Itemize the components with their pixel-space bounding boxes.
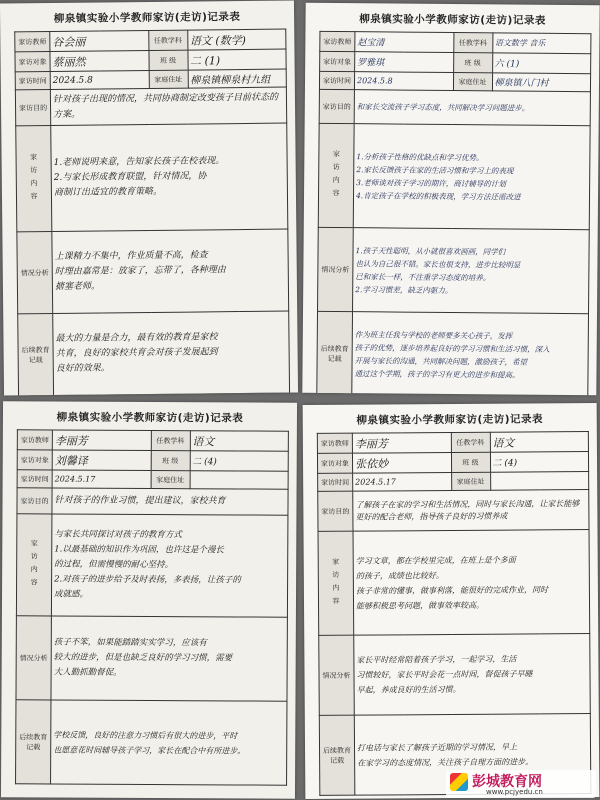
label-address: 家庭住址	[453, 73, 492, 91]
subject-value: 语文 (数学)	[187, 29, 286, 50]
content-value: 1.分析孩子性格的优缺点和学习优势。 2.家长反馈孩子在家的生活习惯和学习上的表现 3.老师谈对孩子学习的期许，商讨辅导的计划 4.肯定孩子在学校的积极表现，学习方法还需改进	[353, 124, 590, 230]
label-subject: 任教学科	[453, 33, 492, 53]
address-value: 柳泉镇柳泉村九组	[188, 69, 287, 88]
target-value: 刘馨译	[52, 450, 151, 471]
class-value: 六 (1)	[492, 53, 591, 74]
label-subject: 任教学科	[451, 432, 490, 452]
sheet-title: 柳泉镇实验小学教师家访(走访)记录表	[356, 413, 544, 427]
record-sheet-3	[1, 401, 297, 799]
label-class: 班 级	[451, 452, 490, 472]
subject-value: 语文	[490, 432, 589, 453]
purpose-value: 针对孩子的作业习惯，提出建议，家校共育	[52, 488, 288, 515]
analysis-value: 孩子不笨，如果能踏踏实实学习，应该有 较大的进步，但是也缺乏良好的学习习惯，需要 大人勤抓勤督促。	[51, 616, 287, 701]
time-value: 2024.5.8	[50, 70, 149, 89]
record-sheet-2	[302, 3, 599, 396]
label-target: 家访对象	[317, 453, 352, 473]
label-followup: 后续教育记载	[317, 311, 353, 395]
class-value: 二 (4)	[190, 451, 289, 472]
analysis-value: 上课精力不集中，作业质量不高，检查 时理由嘉常是：放家了，忘带了，各种理由 搪塞老师。	[52, 229, 289, 313]
label-time: 家访时间	[318, 473, 353, 491]
sheet-title: 柳泉镇实验小学教师家访(走访)记录表	[53, 11, 241, 25]
target-value: 张依妙	[352, 452, 451, 473]
label-content: 家访内容	[318, 531, 354, 635]
content-value: 与家长共同探讨对孩子的教育方式 1.以最基础的知识作为巩固，也许这是个漫长 的过程，但需慢慢的耐心坚持。 2.对孩子的进步给予及时表扬，多表扬，让孩子的 成就感。	[51, 514, 288, 617]
followup-value: 打电话与家长了解孩子近期的学习情况，早上 在家学习的态度情况，关注孩子自理方面的进步。	[354, 714, 591, 796]
time-value: 2024.5.17	[52, 470, 151, 489]
content-value: 1.老师说明来意，告知家长孩子在校表现。 2.与家长形成教育联盟，针对情况，协 商制订出适宜的教育策略。	[51, 123, 288, 231]
label-time: 家访时间	[17, 470, 52, 488]
class-value: 二 (4)	[490, 452, 589, 473]
label-content: 家访内容	[318, 123, 354, 227]
label-content: 家访内容	[16, 514, 52, 616]
label-target: 家访对象	[320, 51, 355, 71]
record-table	[317, 431, 592, 796]
teacher-value: 李丽芳	[52, 430, 151, 451]
label-time: 家访时间	[15, 72, 50, 90]
record-table	[316, 31, 591, 395]
followup-value: 最大的力量是合力，最有效的教育是家校 共育，良好的家校共育会对孩子发展起到 良好的效果。	[53, 311, 290, 395]
class-value: 二 (1)	[187, 49, 286, 70]
book-icon	[450, 773, 468, 791]
label-purpose: 家访目的	[15, 90, 50, 126]
label-purpose: 家访目的	[319, 89, 354, 123]
label-followup: 后续教育记载	[18, 314, 54, 396]
label-class: 班 级	[151, 451, 190, 471]
label-class: 班 级	[453, 53, 492, 73]
target-value: 蔡丽然	[50, 50, 149, 71]
record-sheet-1	[0, 0, 298, 395]
subject-value: 语文	[190, 431, 289, 452]
teacher-value: 赵宝清	[355, 32, 454, 53]
time-value: 2024.5.17	[353, 472, 452, 491]
teacher-value: 李丽芳	[352, 432, 451, 453]
label-teacher: 家访教师	[15, 32, 50, 52]
label-followup: 后续教育记载	[319, 715, 355, 795]
label-address: 家庭住址	[151, 471, 190, 489]
label-address: 家庭住址	[149, 70, 188, 88]
label-teacher: 家访教师	[317, 433, 352, 453]
subject-value: 语文数学 音乐	[492, 33, 591, 54]
address-value	[490, 472, 589, 491]
target-value: 罗雅琪	[355, 52, 454, 73]
teacher-value: 谷会丽	[50, 30, 149, 51]
label-address: 家庭住址	[451, 472, 490, 490]
label-analysis: 情况分析	[17, 232, 53, 314]
label-subject: 任教学科	[151, 431, 190, 451]
address-value: 柳泉镇八门村	[492, 73, 591, 92]
record-table	[14, 29, 290, 396]
label-class: 班 级	[148, 50, 187, 70]
label-purpose: 家访目的	[318, 491, 353, 531]
followup-value: 学校反馈，良好的注意力习惯后有很大的进步，平时 也愿意花时间辅导孩子学习，家长在配合中有所进步。	[51, 700, 287, 785]
analysis-value: 家长平时经常陪着孩子学习，一起学习，生活 习惯较好，家长平时会花一点时间，督促孩子早睡 早起，养成良好的生活习惯。	[354, 634, 591, 716]
watermark-logo	[446, 770, 596, 798]
label-time: 家访时间	[319, 71, 354, 89]
sheet-title: 柳泉镇实验小学教师家访(走访)记录表	[56, 411, 244, 425]
watermark-name: 彭城教育网	[472, 774, 542, 790]
label-purpose: 家访目的	[17, 488, 52, 514]
purpose-value: 针对孩子出现的情况，共同协商制定改变孩子目前状态的方案。	[50, 87, 286, 125]
label-content: 家访内容	[16, 126, 52, 232]
address-value	[190, 471, 289, 490]
purpose-value: 和家长交流孩子学习态度，共同解决学习问题进步。	[354, 90, 590, 126]
label-analysis: 情况分析	[16, 616, 51, 700]
label-subject: 任教学科	[148, 30, 187, 50]
record-table	[15, 429, 289, 785]
label-analysis: 情况分析	[318, 227, 354, 311]
watermark-url: www.pcjyedu.cn	[486, 788, 543, 796]
label-analysis: 情况分析	[319, 635, 355, 715]
sheet-title: 柳泉镇实验小学教师家访(走访)记录表	[359, 13, 546, 27]
analysis-value: 1.孩子天性聪明，从小就很喜欢画画，同学们 也认为自己很不错。家长也很支持，进步比较明显 已和家长一样，不注重学习态度的培养。 2.学习习惯差，缺乏内驱力。	[353, 228, 590, 314]
label-target: 家访对象	[15, 52, 50, 72]
content-value: 学习文章，都在学校里完成，在班上是个多面 的孩子，成绩也比较好。 孩子非常的懂事，做事利落，能很好的完成作业，同时 能够积极思考问题，做事效率较高。	[353, 530, 590, 636]
time-value: 2024.5.8	[354, 72, 453, 91]
label-followup: 后续教育记载	[16, 700, 51, 784]
followup-value: 作为班主任我与学校的老师要多关心孩子，发挥 孩子的优势，逐步培养起良好的学习习惯和生活习惯，深入 开展与家长的沟通，共同解决问题，激励孩子，希望 通过这个学期，孩子的学习有更大的进步和提高。	[352, 312, 589, 396]
label-target: 家访对象	[17, 450, 52, 470]
label-teacher: 家访教师	[17, 430, 52, 450]
record-sheet-4	[303, 403, 600, 799]
purpose-value: 了解孩子在家的学习和生活情况，同时与家长沟通，让家长能够更好的配合老师，指导孩子良好的习惯养成	[353, 490, 589, 532]
label-teacher: 家访教师	[320, 31, 355, 51]
